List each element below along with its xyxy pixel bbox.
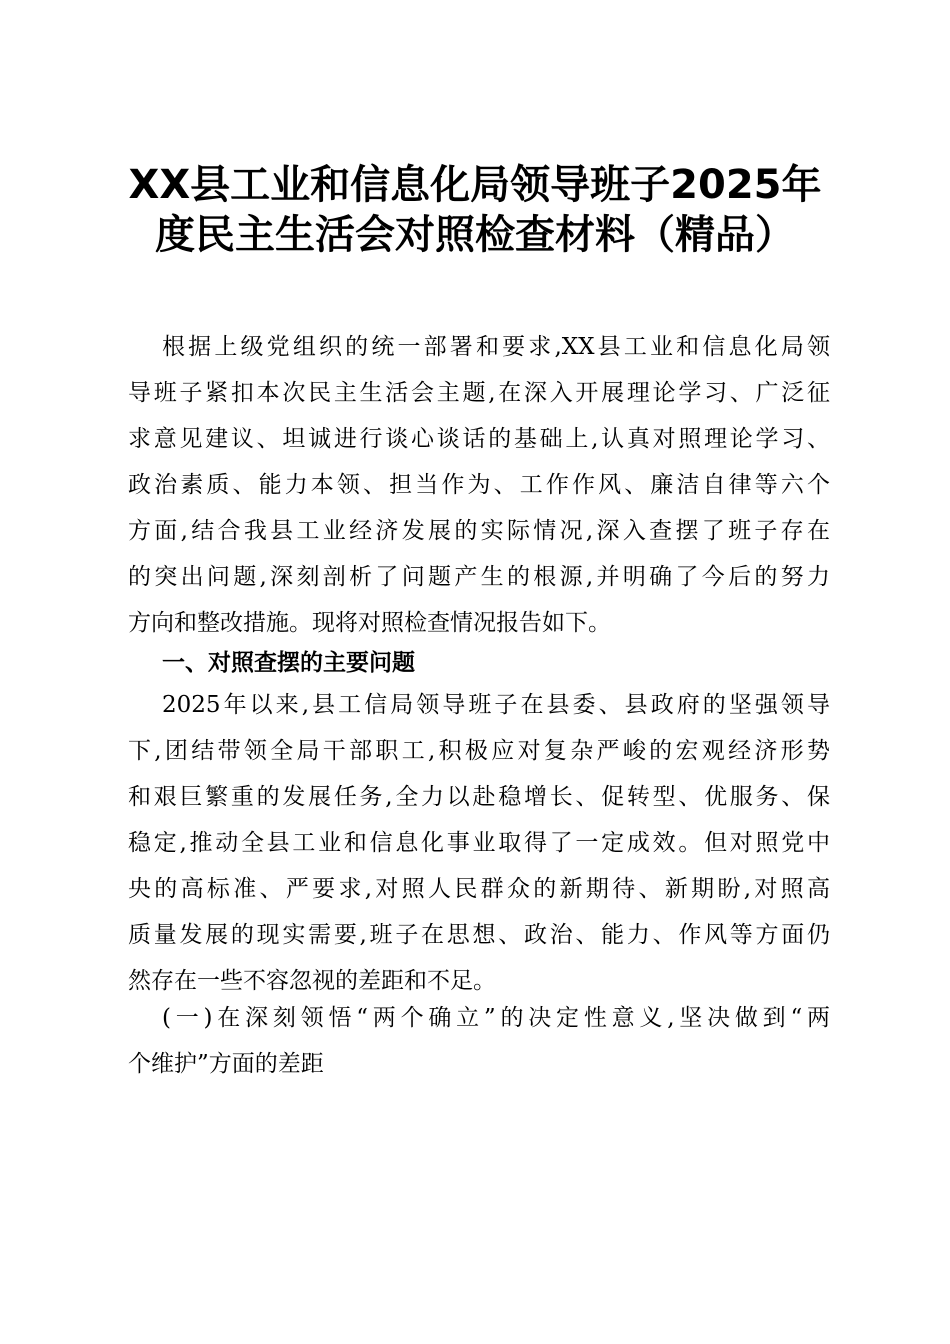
title-line: XX县工业和信息化局领导班子2025年 <box>128 162 822 208</box>
paragraph-line: 质量发展的现实需要,班子在思想、政治、能力、作风等方面仍 <box>128 922 830 948</box>
title-line: 度民主生活会对照检查材料（精品） <box>155 212 795 258</box>
paragraph-line: 稳定,推动全县工业和信息化事业取得了一定成效。但对照党中 <box>128 830 830 856</box>
paragraph-line: 下,团结带领全局干部职工,积极应对复杂严峻的宏观经济形势 <box>128 738 830 764</box>
paragraph-line: 求意见建议、坦诚进行谈心谈话的基础上,认真对照理论学习、 <box>128 426 830 452</box>
subheading-line: 个维护”方面的差距 <box>128 1051 324 1077</box>
paragraph-line: 方向和整改措施。现将对照检查情况报告如下。 <box>128 610 611 636</box>
paragraph-line: 央的高标准、严要求,对照人民群众的新期待、新期盼,对照高 <box>128 876 830 902</box>
paragraph-line: 2025年以来,县工信局领导班子在县委、县政府的坚强领导 <box>162 692 830 718</box>
document-title <box>0 160 950 260</box>
paragraph-line: 然存在一些不容忽视的差距和不足。 <box>128 968 496 994</box>
paragraph-line: 根据上级党组织的统一部署和要求,XX县工业和信息化局领 <box>162 334 830 360</box>
paragraph-line: 政治素质、能力本领、担当作为、工作作风、廉洁自律等六个 <box>128 472 830 498</box>
section-paragraph <box>128 682 830 1004</box>
subheading-line: (一)在深刻领悟“两个确立”的决定性意义,坚决做到“两 <box>162 1005 830 1031</box>
paragraph-line: 方面,结合我县工业经济发展的实际情况,深入查摆了班子存在 <box>128 518 830 544</box>
paragraph-line: 和艰巨繁重的发展任务,全力以赴稳增长、促转型、优服务、保 <box>128 784 830 810</box>
paragraph-line: 的突出问题,深刻剖析了问题产生的根源,并明确了今后的努力 <box>128 564 830 590</box>
intro-paragraph <box>128 324 830 646</box>
paragraph-line: 导班子紧扣本次民主生活会主题,在深入开展理论学习、广泛征 <box>128 380 830 406</box>
section-heading: 一、对照查摆的主要问题 <box>162 650 415 676</box>
subsection-heading <box>128 995 830 1087</box>
